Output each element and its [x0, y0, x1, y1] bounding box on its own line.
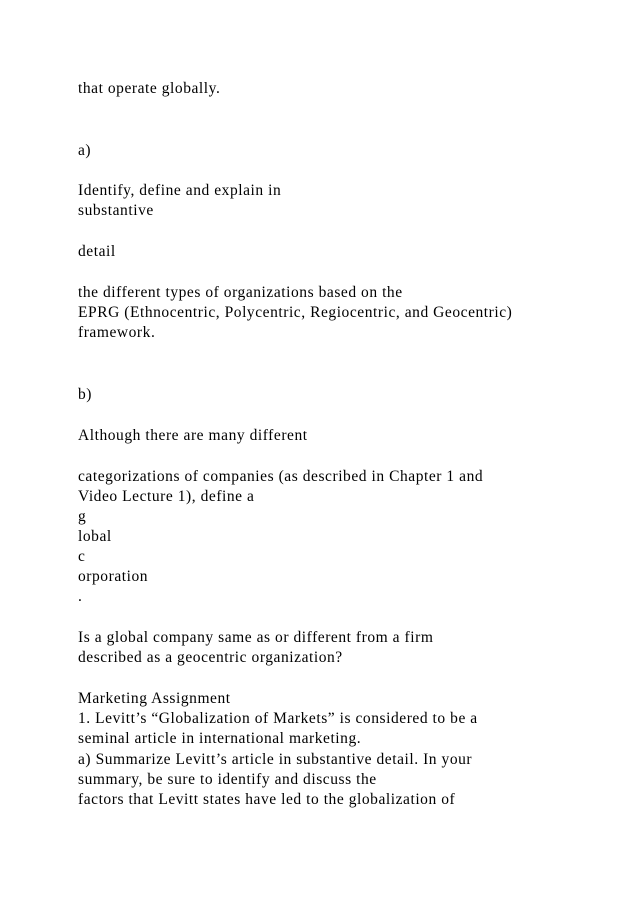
text-line: substantive	[78, 202, 154, 219]
text-line: EPRG (Ethnocentric, Polycentric, Regiocentric, and Geocentric)	[78, 304, 513, 321]
text-line: g	[78, 508, 87, 525]
text-line: orporation	[78, 568, 149, 585]
text-line: Although there are many different	[78, 427, 308, 444]
text-line: that operate globally.	[78, 80, 221, 97]
text-line: factors that Levitt states have led to the globalization of	[78, 791, 456, 808]
text-line: a) Summarize Levitt’s article in substantive detail. In your	[78, 751, 473, 768]
text-line: Video Lecture 1), define a	[78, 488, 255, 505]
text-line: Identify, define and explain in	[78, 182, 282, 199]
text-line: Marketing Assignment	[78, 690, 231, 707]
text-line: Is a global company same as or different from a firm	[78, 629, 434, 646]
text-line: summary, be sure to identify and discuss the	[78, 771, 377, 788]
text-line: seminal article in international marketing.	[78, 730, 362, 747]
text-line: lobal	[78, 528, 112, 545]
text-line: a)	[78, 142, 92, 159]
text-line: categorizations of companies (as described in Chapter 1 and	[78, 468, 484, 485]
text-line: detail	[78, 243, 116, 260]
text-line: 1. Levitt’s “Globalization of Markets” is considered to be a	[78, 710, 478, 727]
text-line: c	[78, 548, 86, 565]
text-line: described as a geocentric organization?	[78, 649, 343, 666]
text-line: .	[78, 588, 83, 605]
text-line: framework.	[78, 324, 156, 341]
text-line: b)	[78, 386, 93, 403]
text-line: the different types of organizations based on the	[78, 284, 403, 301]
